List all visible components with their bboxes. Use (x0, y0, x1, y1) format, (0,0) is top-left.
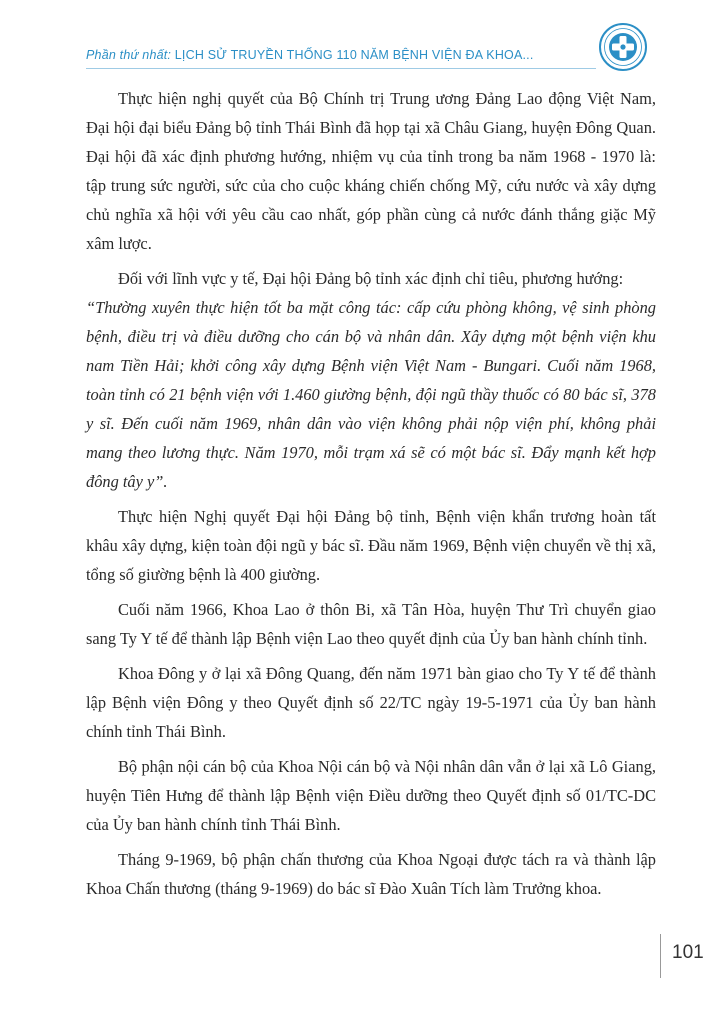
hospital-emblem-icon (598, 22, 648, 72)
paragraph-internal-medicine-dept: Bộ phận nội cán bộ của Khoa Nội cán bộ và Nội nhân dân vẫn ở lại xã Lô Giang, huyện Tiên Hưng để thành lập Bệnh viện Điều dưỡng theo Quyết định số 01/TC-DC của Ủy ban hành chính tỉnh Thái Bình. (86, 757, 656, 834)
header-part-label: Phần thứ nhất: (86, 48, 172, 62)
paragraph-hospital-relocation: Thực hiện Nghị quyết Đại hội Đảng bộ tỉnh, Bệnh viện khẩn trương hoàn tất khâu xây dựng, kiện toàn đội ngũ y bác sĩ. Đầu năm 1969, Bệnh viện chuyển về thị xã, tổng số giường bệnh là 400 giường. (86, 507, 656, 584)
running-header (86, 48, 586, 62)
main-body-text (86, 84, 656, 909)
paragraph-health-targets-quote: “Thường xuyên thực hiện tốt ba mặt công tác: cấp cứu phòng không, vệ sinh phòng bệnh, điều trị và điều dưỡng cho cán bộ và nhân dân. Xây dựng một bệnh viện khu nam Tiền Hải; khởi công xây dựng Bệnh viện Việt Nam - Bungari. Cuối năm 1968, toàn tỉnh có 21 bệnh viện với 1.460 giường bệnh, đội ngũ thầy thuốc có 80 bác sĩ, 378 y sĩ. Đến cuối năm 1969, nhân dân vào viện không phải nộp viện phí, không phải mang theo lương thực. Năm 1970, mỗi trạm xá sẽ có một bác sĩ. Đẩy mạnh kết hợp đông tây y”. (86, 298, 656, 491)
header-title: LỊCH SỬ TRUYỀN THỐNG 110 NĂM BỆNH VIỆN ĐA KHOA... (174, 48, 534, 62)
paragraph-trauma-dept: Tháng 9-1969, bộ phận chấn thương của Khoa Ngoại được tách ra và thành lập Khoa Chấn thương (tháng 9-1969) do bác sĩ Đào Xuân Tích làm Trưởng khoa. (86, 850, 656, 898)
header-divider (86, 68, 596, 69)
page-number-divider (660, 934, 661, 978)
paragraph-traditional-medicine-dept: Khoa Đông y ở lại xã Đông Quang, đến năm 1971 bàn giao cho Ty Y tế để thành lập Bệnh viện Đông y theo Quyết định số 22/TC ngày 19-5-1971 của Ủy ban hành chính tỉnh Thái Bình. (86, 664, 656, 741)
paragraph-health-targets-intro: Đối với lĩnh vực y tế, Đại hội Đảng bộ tỉnh xác định chỉ tiêu, phương hướng: (118, 269, 624, 288)
paragraph-resolution: Thực hiện nghị quyết của Bộ Chính trị Trung ương Đảng Lao động Việt Nam, Đại hội đại biểu Đảng bộ tỉnh Thái Bình đã họp tại xã Châu Giang, huyện Đông Quan. Đại hội đã xác định phương hướng, nhiệm vụ của tỉnh trong ba năm 1968 - 1970 là: tập trung sức người, sức của cho cuộc kháng chiến chống Mỹ, cứu nước và xây dựng chủ nghĩa xã hội với yêu cầu cao nhất, góp phần cùng cả nước đánh thắng giặc Mỹ xâm lược. (86, 89, 656, 253)
page-number: 101 (672, 942, 704, 963)
paragraph-tuberculosis-dept: Cuối năm 1966, Khoa Lao ở thôn Bi, xã Tân Hòa, huyện Thư Trì chuyển giao sang Ty Y tế để thành lập Bệnh viện Lao theo quyết định của Ủy ban hành chính tỉnh. (86, 600, 656, 648)
